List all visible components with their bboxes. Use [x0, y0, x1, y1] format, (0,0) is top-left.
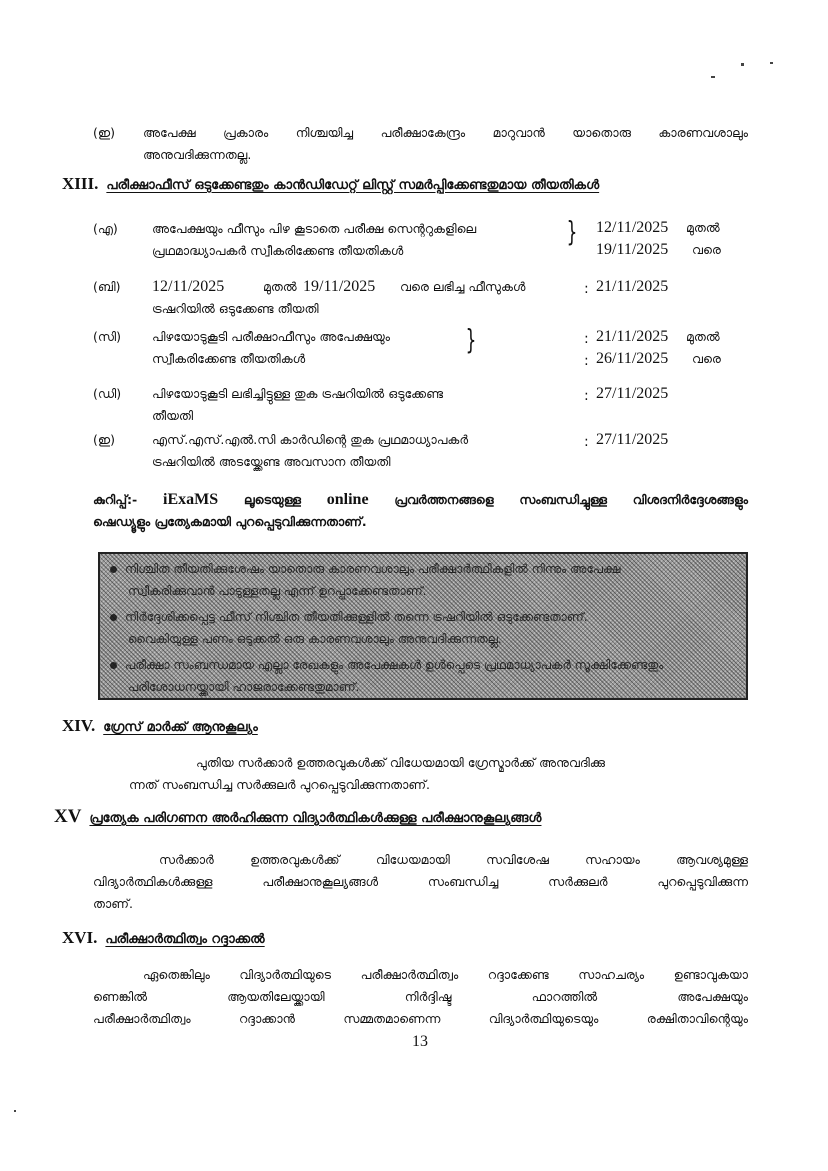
note-online: online — [326, 491, 369, 508]
item-a-date-from: 12/11/2025 — [596, 219, 669, 236]
item-b-line2: ട്രഷറിയിൽ ഒടുക്കേണ്ട തീയതി — [152, 301, 319, 316]
scan-speck — [770, 62, 773, 64]
item-c-date-from: 21/11/2025 — [596, 328, 669, 345]
section-16-number: XVI. — [62, 928, 98, 947]
item-e2-date: 27/11/2025 — [596, 431, 669, 448]
item-b-date: 21/11/2025 — [596, 278, 669, 295]
item-c-from-suffix: മുതൽ — [686, 329, 720, 344]
item-a-marker: (എ) — [93, 221, 118, 236]
item-c-date-to: 26/11/2025 — [596, 350, 669, 367]
item-c-colon-2: : — [584, 353, 589, 369]
note-label: കുറിപ്പ്:- — [93, 492, 138, 507]
note-line1 — [93, 489, 748, 511]
item-d-line2: തീയതി — [152, 408, 194, 423]
bullet-icon — [110, 614, 117, 621]
item-d-marker: (ഡി) — [93, 386, 122, 401]
item-c-colon: : — [584, 331, 589, 347]
section-15-line1: സർക്കാർ ഉത്തരവുകൾക്ക് വിധേയമായി സവിശേഷ സഹായം ആവശ്യമുള്ള — [159, 852, 748, 867]
item-c-marker: (സി) — [93, 329, 121, 344]
notice-box — [98, 552, 748, 700]
item-c-line1: പിഴയോടുകൂടി പരീക്ഷാഫീസും അപേക്ഷയും — [152, 329, 390, 344]
notice-line: വൈകിയുള്ള പണം ഒടുക്കൽ ഒരു കാരണവശാലും അനുവദിക്കുന്നതല്ല. — [128, 632, 502, 646]
section-16-line1: ഏതെങ്കിലും വിദ്യാർത്ഥിയുടെ പരീക്ഷാർത്ഥിത്വം റദ്ദാക്കേണ്ട സാഹചര്യം ഉണ്ടാവുകയാ — [143, 967, 748, 982]
item-d-colon: : — [584, 388, 589, 404]
item-b-from-suffix: മുതൽ — [263, 279, 297, 294]
note-mid: ലൂടെയുള്ള — [243, 492, 301, 507]
item-d-date: 27/11/2025 — [596, 385, 669, 402]
section-15-title: പ്രത്യേക പരിഗണന അർഹിക്കുന്ന വിദ്യാർത്ഥികൾക്കുള്ള പരീക്ഷാനുകൂല്യങ്ങൾ — [89, 811, 542, 826]
item-e2-line2: ട്രഷറിയിൽ അടയ്ക്കേണ്ട അവസാന തീയതി — [152, 454, 391, 469]
item-e-marker: (ഇ) — [93, 125, 116, 140]
section-15-line2: വിദ്യാർത്ഥികൾക്കുള്ള പരീക്ഷാനുകൂല്യങ്ങൾ സംബന്ധിച്ച സർക്കുലർ പുറപ്പെടുവിക്കുന്ന — [93, 874, 748, 889]
right-brace-icon: } — [465, 323, 477, 356]
item-a-line2: പ്രഥമാദ്ധ്യാപകർ സ്വീകരിക്കേണ്ട തീയതികൾ — [152, 243, 404, 258]
section-13-number: XIII. — [62, 174, 99, 193]
note-brand: iExaMS — [163, 491, 219, 508]
item-e-line1: അപേക്ഷ പ്രകാരം നിശ്ചയിച്ച പരീക്ഷാകേന്ദ്രം മാറുവാൻ യാതൊരു കാരണവശാലും — [143, 125, 748, 140]
item-a-from-suffix: മുതൽ — [686, 220, 720, 235]
notice-line: പരിശോധനയ്ക്കായി ഹാജരാക്കേണ്ടതുമാണ്. — [128, 680, 360, 694]
section-14-heading — [62, 716, 258, 736]
item-e2-marker: (ഇ) — [93, 432, 116, 447]
item-e2-colon: : — [584, 434, 589, 450]
item-e-line2: അനുവദിക്കുന്നതല്ല. — [143, 147, 252, 162]
note-rest: പ്രവർത്തനങ്ങളെ സംബന്ധിച്ചുള്ള വിശദനിർദ്ദേശങ്ങളും — [394, 492, 748, 507]
item-b-date-from: 12/11/2025 — [152, 278, 225, 295]
bullet-icon — [110, 566, 117, 573]
item-b-line1-rest: വരെ ലഭിച്ച ഫീസുകൾ — [400, 279, 526, 294]
item-b-date-to: 19/11/2025 — [303, 278, 376, 295]
item-a-line1: അപേക്ഷയും ഫീസും പിഴ കൂടാതെ പരീക്ഷ സെന്ററുകളിലെ — [152, 221, 477, 236]
section-16-line3: പരീക്ഷാർത്ഥിത്വം റദ്ദാക്കാൻ സമ്മതമാണെന്ന വിദ്യാർത്ഥിയുടെയും രക്ഷിതാവിന്റെയും — [93, 1011, 748, 1026]
section-13-heading — [62, 174, 599, 194]
scan-speck — [711, 76, 715, 78]
item-a-date-to: 19/11/2025 — [596, 241, 669, 258]
bullet-icon — [110, 662, 117, 669]
item-e2-line1: എസ്.എസ്.എൽ.സി കാർഡിന്റെ തുക പ്രഥമാധ്യാപകർ — [152, 432, 469, 447]
notice-line: നിശ്ചിത തീയതിക്കുശേഷം യാതൊരു കാരണവശാലും പരീക്ഷാർത്ഥികളിൽ നിന്നും അപേക്ഷ — [110, 558, 738, 580]
item-d-line1: പിഴയോടുകൂടി ലഭിച്ചിട്ടുള്ള തുക ട്രഷറിയിൽ ഒടുക്കേണ്ട — [152, 386, 444, 401]
right-brace-icon: } — [566, 215, 578, 248]
section-16-title: പരീക്ഷാർത്ഥിത്വം റദ്ദാക്കൽ — [105, 932, 265, 947]
page-number: 13 — [412, 1033, 428, 1050]
section-14-title: ഗ്രേസ് മാർക്ക് ആനുകൂല്യം — [103, 720, 258, 735]
scan-speck — [14, 1110, 16, 1112]
scan-speck — [741, 63, 744, 66]
section-16-heading — [62, 928, 265, 948]
section-15-number: XV — [54, 806, 82, 827]
item-a-to-suffix: വരെ — [692, 242, 721, 257]
item-b-colon: : — [584, 281, 589, 297]
section-14-number: XIV. — [62, 716, 96, 735]
notice-line: നിർദ്ദേശിക്കപ്പെട്ട ഫീസ് നിശ്ചിത തീയതിക്കുള്ളിൽ തന്നെ ട്രഷറിയിൽ ഒടുക്കേണ്ടതാണ്. — [110, 606, 738, 628]
item-c-to-suffix: വരെ — [692, 351, 721, 366]
item-c-line2: സ്വീകരിക്കേണ്ട തീയതികൾ — [152, 351, 306, 366]
note-line2: ഷെഡ്യൂളും പ്രത്യേകമായി പുറപ്പെടുവിക്കുന്നതാണ്. — [93, 514, 367, 529]
notice-line: പരീക്ഷാ സംബന്ധമായ എല്ലാ രേഖകളും അപേക്ഷകൾ ഉൾപ്പെടെ പ്രഥമാധ്യാപകർ സൂക്ഷിക്കേണ്ടതും — [110, 654, 738, 676]
section-15-line3: താണ്. — [93, 896, 133, 911]
section-14-line1: പുതിയ സർക്കാർ ഉത്തരവുകൾക്ക് വിധേയമായി ഗ്രേസ്മാർക്ക് അനുവദിക്കു — [196, 755, 606, 770]
section-15-heading — [54, 806, 541, 828]
section-16-line2: ണെങ്കിൽ ആയതിലേയ്ക്കായി നിർദ്ദിഷ്ട ഫാറത്തിൽ അപേക്ഷയും — [93, 989, 748, 1004]
notice-line: സ്വീകരിക്കുവാൻ പാടുള്ളതല്ല എന്ന് ഉറപ്പാക്കേണ്ടതാണ്. — [128, 584, 427, 598]
item-b-marker: (ബി) — [93, 279, 121, 294]
section-13-title: പരീക്ഷാഫീസ് ഒടുക്കേണ്ടതും കാൻഡിഡേറ്റ് ലിസ്റ്റ് സമർപ്പിക്കേണ്ടതുമായ തീയതികൾ — [106, 178, 600, 193]
section-14-line2: ന്നത് സംബന്ധിച്ച സർക്കുലർ പുറപ്പെടുവിക്കുന്നതാണ്. — [129, 777, 431, 792]
